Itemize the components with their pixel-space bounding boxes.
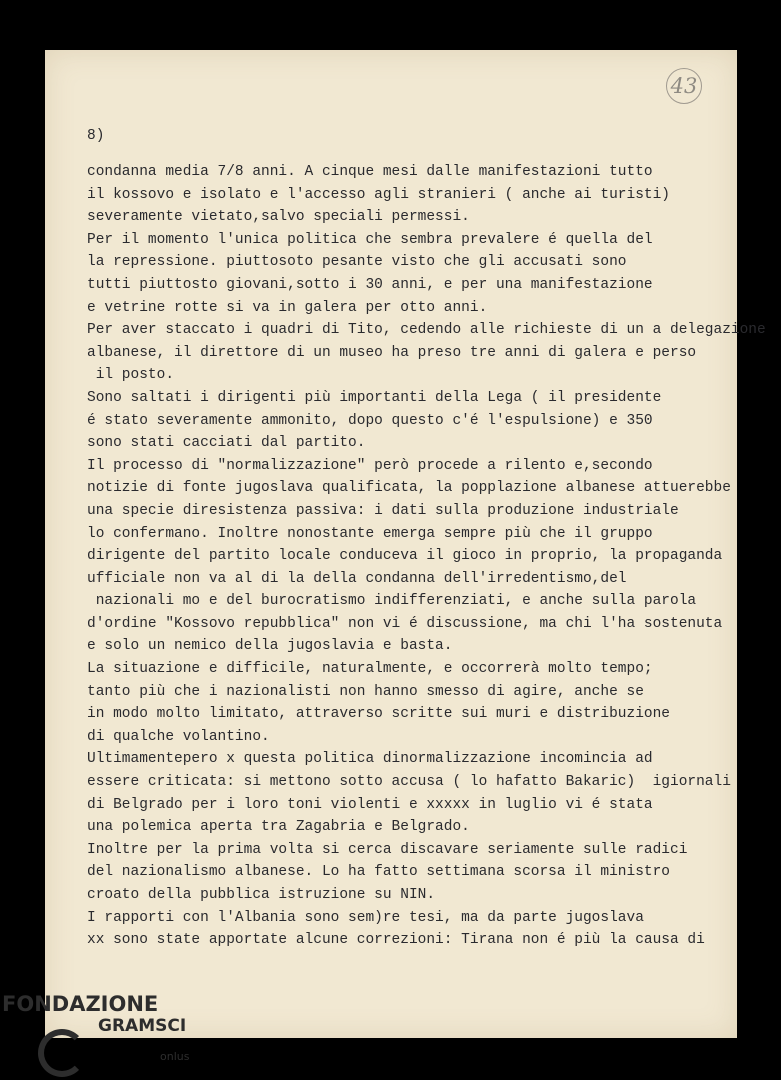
text-line: del nazionalismo albanese. Lo ha fatto settimana scorsa il ministro [87, 864, 670, 881]
text-line: xx sono state apportate alcune correzioni: Tirana non é più la causa di [87, 932, 705, 949]
text-line: e solo un nemico della jugoslavia e basta. [87, 638, 453, 655]
text-line: lo confermano. Inoltre nonostante emerga sempre più che il gruppo [87, 525, 653, 542]
text-line: é stato severamente ammonito, dopo questo c'é l'espulsione) e 350 [87, 412, 653, 429]
text-line: una polemica aperta tra Zagabria e Belgrado. [87, 819, 470, 836]
text-line: La situazione e difficile, naturalmente, e occorrerà molto tempo; [87, 661, 653, 678]
text-line: Sono saltati i dirigenti più importanti della Lega ( il presidente [87, 389, 662, 406]
text-line: Inoltre per la prima volta si cerca discavare seriamente sulle radici [87, 841, 688, 858]
text-line: Ultimamentepero x questa politica dinormalizzazione incomincia ad [87, 751, 653, 768]
text-line: essere criticata: si mettono sotto accusa ( lo hafatto Bakaric) igiornali [87, 774, 731, 791]
text-line: dirigente del partito locale conduceva il gioco in proprio, la propaganda [87, 548, 723, 565]
text-line: il posto. [87, 367, 175, 384]
text-line: I rapporti con l'Albania sono sem)re tesi, ma da parte jugoslava [87, 909, 644, 926]
logo-line-1: FONDAZIONE [2, 992, 159, 1016]
text-line: albanese, il direttore di un museo ha preso tre anni di galera e perso [87, 344, 697, 361]
text-line: di qualche volantino. [87, 728, 270, 745]
typed-body-text [87, 161, 766, 952]
text-line: severamente vietato,salvo speciali permessi. [87, 209, 470, 226]
text-line: la repressione. piuttosoto pesante visto che gli accusati sono [87, 254, 627, 271]
text-line: nazionali mo e del burocratismo indifferenziati, e anche sulla parola [87, 593, 697, 610]
text-line: croato della pubblica istruzione su NIN. [87, 887, 436, 903]
text-line: Il processo di "normalizzazione" però procede a rilento e,secondo [87, 457, 653, 474]
text-line: una specie diresistenza passiva: i dati sulla produzione industriale [87, 502, 679, 519]
text-line: notizie di fonte jugoslava qualificata, la popplazione albanese attuerebbe [87, 480, 731, 497]
section-label: 8) [87, 128, 105, 144]
text-line: in modo molto limitato, attraverso scritte sui muri e distribuzione [87, 706, 670, 723]
text-line: d'ordine "Kossovo repubblica" non vi é discussione, ma chi l'ha sostenuta [87, 615, 723, 632]
text-line: ufficiale non va al di la della condanna dell'irredentismo,del [87, 570, 627, 587]
logo-g-icon [38, 1029, 86, 1077]
text-line: tutti piuttosto giovani,sotto i 30 anni, e per una manifestazione [87, 276, 653, 293]
text-line: il kossovo e isolato e l'accesso agli stranieri ( anche ai turisti) [87, 186, 670, 203]
text-line: Per il momento l'unica politica che sembra prevalere é quella del [87, 231, 653, 248]
text-line: di Belgrado per i loro toni violenti e xxxxx in luglio vi é stata [87, 796, 653, 813]
text-line: Per aver staccato i quadri di Tito, cedendo alle richieste di un a delegazione [87, 322, 766, 339]
page-number-stamp: 43 [666, 68, 702, 104]
logo-line-3: onlus [160, 1050, 190, 1063]
logo-line-2: GRAMSCI [98, 1016, 187, 1036]
text-line: condanna media 7/8 anni. A cinque mesi dalle manifestazioni tutto [87, 164, 653, 180]
text-line: sono stati cacciati dal partito. [87, 435, 366, 452]
text-line: tanto più che i nazionalisti non hanno smesso di agire, anche se [87, 683, 644, 700]
text-line: e vetrine rotte si va in galera per otto anni. [87, 299, 488, 316]
